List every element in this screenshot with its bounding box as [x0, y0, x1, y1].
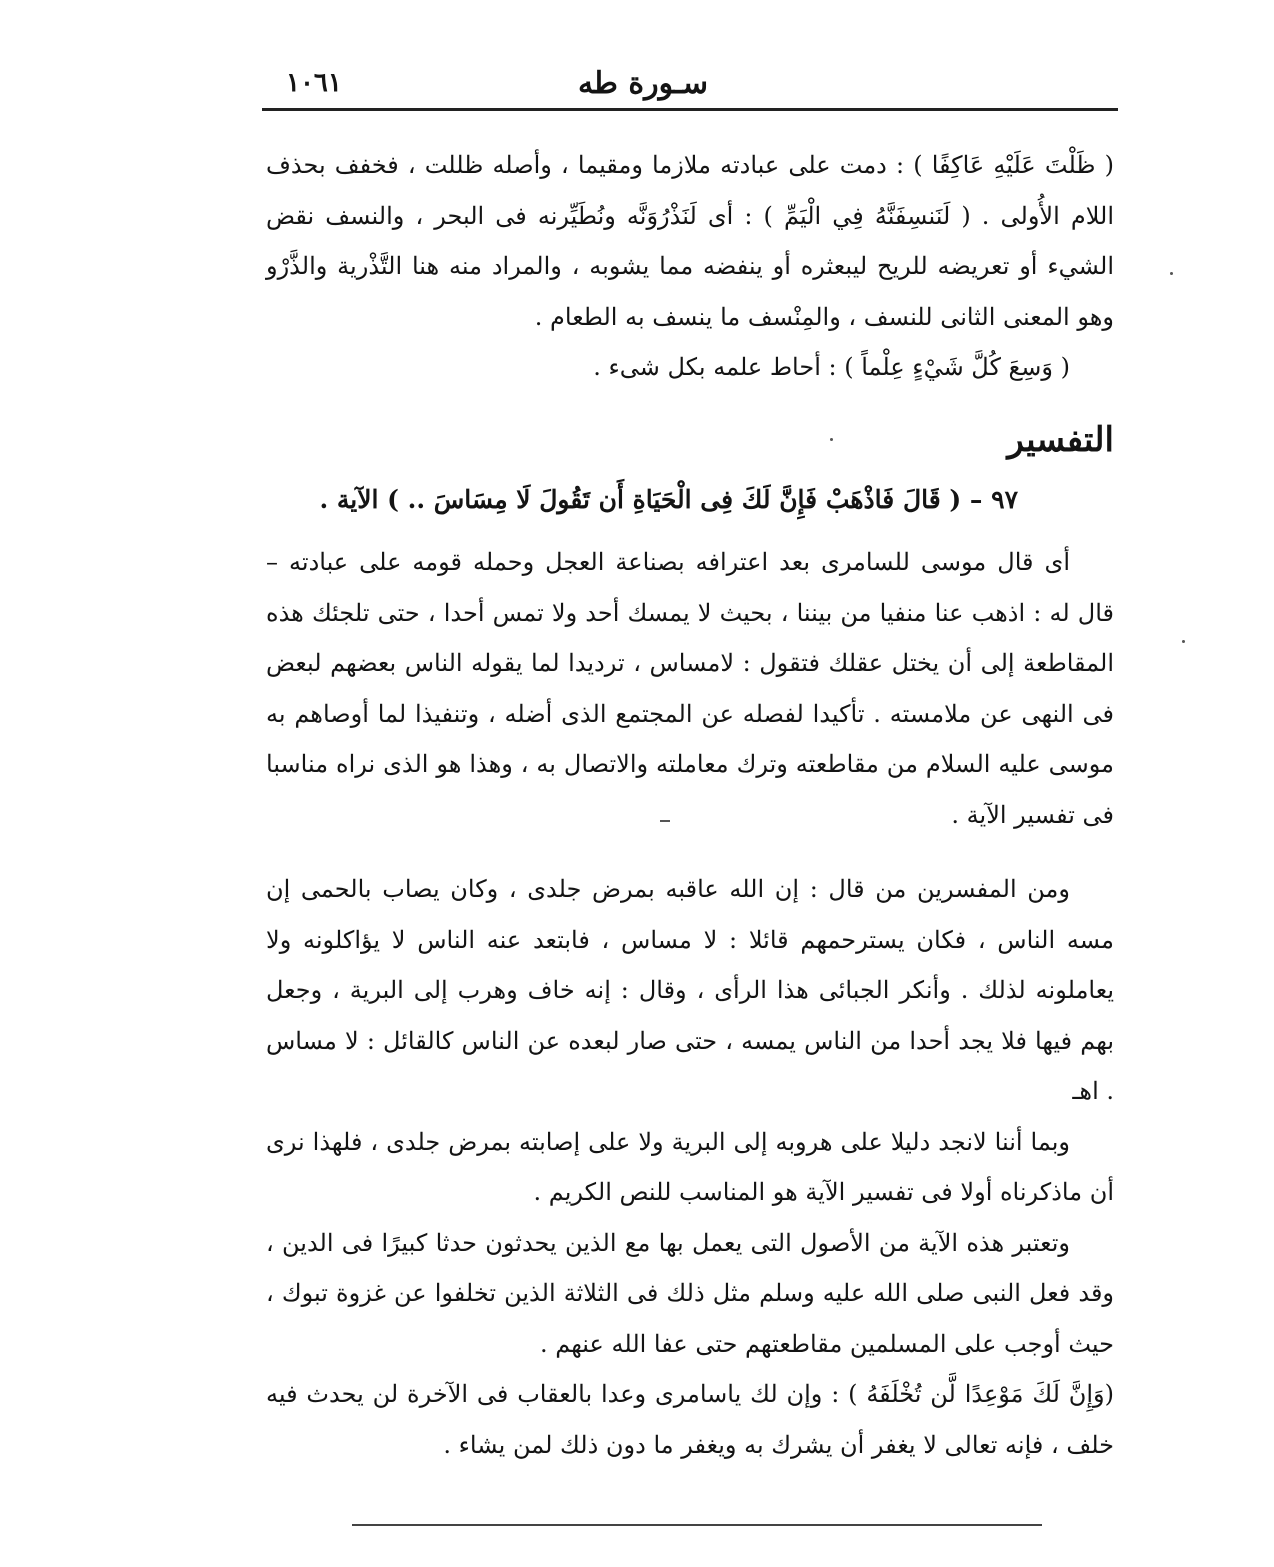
commentary-paragraph: وبما أننا لانجد دليلا على هروبه إلى البرية ولا على إصابته بمرض جلدى ، فلهذا نرى أن ماذكرناه أولا فى تفسير الآية هو المناسب للنص الكريم .: [266, 1127, 1114, 1206]
commentary-paragraph: وتعتبر هذه الآية من الأصول التى يعمل بها مع الذين يحدثون حدثا كبيرًا فى الدين ، وقد فعل النبى صلى الله عليه وسلم مثل ذلك فى الثلاثة الذين تخلفوا عن غزوة تبوك ، حيث أوجب على المسلمين مقاطعتهم حتى عفا الله عنهم .: [266, 1228, 1114, 1358]
glossary-entry: ( ظَلْتَ عَلَيْهِ عَاكِفًا ) : دمت على عبادته ملازما ومقيما ، وأصله ظللت ، فخفف بحذف اللام الأُولى . ( لَنَنسِفَنَّهُ فِي الْيَمِّ ) : أى لَنَذْرُوَنَّه ونُطَيِّرنه فى البحر ، والنسف نقض الشيء أو تعريضه للريح ليبعثره أو ينفضه مما يشوبه ، والمراد منه هنا التَّذْرية والذَّرْو وهو المعنى الثانى للنسف ، والمِنْسف ما ينسف به الطعام .: [266, 151, 1114, 331]
header-rule: [262, 108, 1118, 111]
surah-title: سـورة طه: [577, 66, 708, 101]
page-header: [262, 66, 1118, 106]
commentary-paragraph: (وَإِنَّ لَكَ مَوْعِدًا لَّن تُخْلَفَهُ ) : وإن لك ياسامرى وعدا بالعقاب فى الآخرة لن يحدث فيه خلف ، فإنه تعالى لا يغفر أن يشرك به ويغفر ما دون ذلك لمن يشاء .: [266, 1380, 1114, 1459]
glossary-entry: ( وَسِعَ كُلَّ شَيْءٍ عِلْماً ) : أحاط علمه بكل شىء .: [593, 353, 1070, 381]
page-body: [266, 140, 1114, 1470]
section-heading: التفسير: [1007, 419, 1114, 460]
page-number: ١٠٦١: [286, 68, 342, 98]
scan-speck: [660, 820, 670, 822]
scan-speck: [1182, 640, 1185, 643]
commentary-paragraph: أى قال موسى للسامرى بعد اعترافه بصناعة العجل وحمله قومه على عبادته – قال له : اذهب عنا منفيا من بيننا ، بحيث لا يمسك أحد ولا تمس أحدا ، حتى تلجئك هذه المقاطعة إلى أن يختل عقلك فتقول : لامساس ، ترديدا لما يقوله الناس بعضهم لبعض فى النهى عن ملامسته . تأكيدا لفصله عن المجتمع الذى أضله ، وتنفيذا لما أوصاهم به موسى عليه السلام من مقاطعته وترك معاملته والاتصال به ، وهذا هو الذى نراه مناسبا فى تفسير الآية .: [266, 548, 1114, 829]
footer-rule: [352, 1524, 1042, 1526]
commentary-paragraph: ومن المفسرين من قال : إن الله عاقبه بمرض جلدى ، وكان يصاب بالحمى إن مسه الناس ، فكان يسترحمهم قائلا : لا مساس ، فابتعد عنه الناس لا يؤاكلونه ولا يعاملونه لذلك . وأنكر الجبائى هذا الرأى ، وقال : إنه خاف وهرب إلى البرية ، وجعل بهم فيها فلا يجد أحدا من الناس يمسه ، حتى صار لبعده عن الناس كالقائل : لا مساس . اهـ: [266, 875, 1114, 1105]
scan-speck: [1170, 272, 1173, 275]
verse-heading: ٩٧ – ( قَالَ فَاذْهَبْ فَإِنَّ لَكَ فِى الْحَيَاةِ أَن تَقُولَ لَا مِسَاسَ .. ) الآية .: [319, 484, 1018, 514]
scan-speck: [830, 438, 833, 441]
